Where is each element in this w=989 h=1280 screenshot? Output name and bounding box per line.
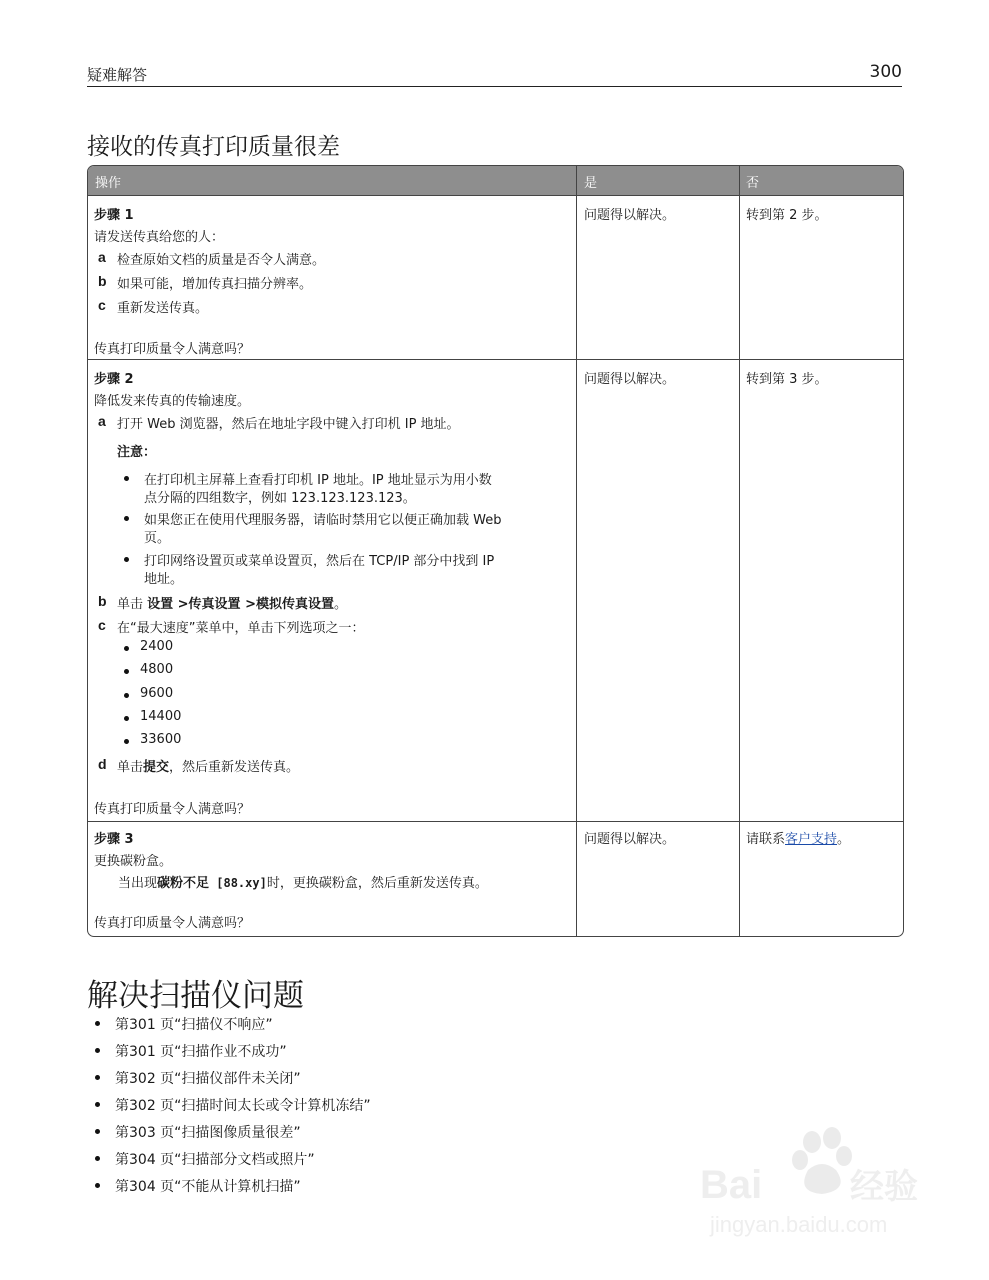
page-number: 300 <box>869 62 902 82</box>
item-letter: a <box>98 249 106 265</box>
bullet <box>124 557 129 562</box>
yes-cell: 问题得以解决。 <box>584 832 676 847</box>
step-intro: 请发送传真给您的人： <box>94 230 225 245</box>
item-letter: c <box>98 297 106 313</box>
speed-option: 4800 <box>140 662 174 677</box>
scan-link[interactable]: 第302 页“扫描仪部件未关闭” <box>115 1071 301 1087</box>
note-label: 注意： <box>117 445 157 460</box>
no-cell: 转到第 2 步。 <box>746 208 828 223</box>
step-question: 传真打印质量令人满意吗？ <box>94 916 251 931</box>
item-letter: b <box>98 593 107 609</box>
customer-support-link[interactable]: 客户支持 <box>785 832 838 847</box>
no-cell: 请联系客户支持。 <box>746 832 851 847</box>
step-question: 传真打印质量令人满意吗？ <box>94 342 251 357</box>
item-text: 单击 设置 >传真设置 >模拟传真设置。 <box>117 597 347 612</box>
item-text: 单击提交，然后重新发送传真。 <box>117 760 300 775</box>
section-title: 接收的传真打印质量很差 <box>87 134 340 160</box>
bullet <box>95 1183 100 1188</box>
scan-link[interactable]: 第301 页“扫描作业不成功” <box>115 1044 287 1060</box>
note-line: 如果您正在使用代理服务器，请临时禁用它以便正确加载 Web <box>144 513 502 528</box>
bullet <box>124 739 129 744</box>
watermark-url: jingyan.baidu.com <box>710 1212 888 1237</box>
item-text: 在“最大速度”菜单中，单击下列选项之一： <box>117 621 365 636</box>
scan-link[interactable]: 第302 页“扫描时间太长或令计算机冻结” <box>115 1098 371 1114</box>
bullet <box>95 1102 100 1107</box>
page-header <box>87 62 902 87</box>
speed-option: 2400 <box>140 639 174 654</box>
no-cell: 转到第 3 步。 <box>746 372 828 387</box>
col-no: 否 <box>746 176 760 191</box>
scan-link[interactable]: 第301 页“扫描仪不响应” <box>115 1017 273 1033</box>
item-text: 检查原始文档的质量是否令人满意。 <box>117 253 326 268</box>
bullet <box>95 1021 100 1026</box>
bullet <box>124 516 129 521</box>
bullet <box>95 1129 100 1134</box>
scan-link[interactable]: 第303 页“扫描图像质量很差” <box>115 1125 301 1141</box>
note-line: 点分隔的四组数字，例如 123.123.123.123。 <box>144 491 416 506</box>
item-letter: c <box>98 617 106 633</box>
step-question: 传真打印质量令人满意吗？ <box>94 802 251 817</box>
row-divider <box>88 359 903 360</box>
col-yes: 是 <box>584 176 598 191</box>
svg-text:经验: 经验 <box>850 1168 918 1206</box>
step-intro: 降低发来传真的传输速度。 <box>94 394 251 409</box>
bullet <box>124 646 129 651</box>
step-detail: 当出现碳粉不足 [88.xy]时，更换碳粉盒，然后重新发送传真。 <box>118 876 488 891</box>
item-letter: d <box>98 756 107 772</box>
scan-link[interactable]: 第304 页“扫描部分文档或照片” <box>115 1152 315 1168</box>
speed-option: 14400 <box>140 709 182 724</box>
bullet <box>95 1075 100 1080</box>
scan-section-title: 解决扫描仪问题 <box>87 978 304 1014</box>
bullet <box>124 476 129 481</box>
step-title: 步骤 1 <box>94 208 134 223</box>
baidu-watermark <box>700 1120 940 1250</box>
col-action: 操作 <box>95 176 122 191</box>
troubleshoot-table <box>87 165 904 937</box>
scan-link[interactable]: 第304 页“不能从计算机扫描” <box>115 1179 301 1195</box>
step-title: 步骤 3 <box>94 832 134 847</box>
bullet <box>95 1156 100 1161</box>
bullet <box>124 669 129 674</box>
item-text: 如果可能，增加传真扫描分辨率。 <box>117 277 313 292</box>
speed-option: 33600 <box>140 732 182 747</box>
header-section-title: 疑难解答 <box>87 66 148 84</box>
note-line: 打印网络设置页或菜单设置页，然后在 TCP/IP 部分中找到 IP <box>144 554 495 569</box>
note-line: 页。 <box>144 531 171 546</box>
bullet <box>95 1048 100 1053</box>
note-line: 地址。 <box>144 572 184 587</box>
bullet <box>124 693 129 698</box>
bullet <box>124 716 129 721</box>
table-header <box>88 166 903 196</box>
svg-text:Bai: Bai <box>700 1163 763 1207</box>
step-intro: 更换碳粉盒。 <box>94 854 173 869</box>
speed-option: 9600 <box>140 686 174 701</box>
item-text: 重新发送传真。 <box>117 301 209 316</box>
row-divider <box>88 821 903 822</box>
yes-cell: 问题得以解决。 <box>584 208 676 223</box>
yes-cell: 问题得以解决。 <box>584 372 676 387</box>
note-line: 在打印机主屏幕上查看打印机 IP 地址。IP 地址显示为用小数 <box>144 473 492 488</box>
item-letter: b <box>98 273 107 289</box>
step-title: 步骤 2 <box>94 372 134 387</box>
item-text: 打开 Web 浏览器，然后在地址字段中键入打印机 IP 地址。 <box>117 417 460 432</box>
item-letter: a <box>98 413 106 429</box>
